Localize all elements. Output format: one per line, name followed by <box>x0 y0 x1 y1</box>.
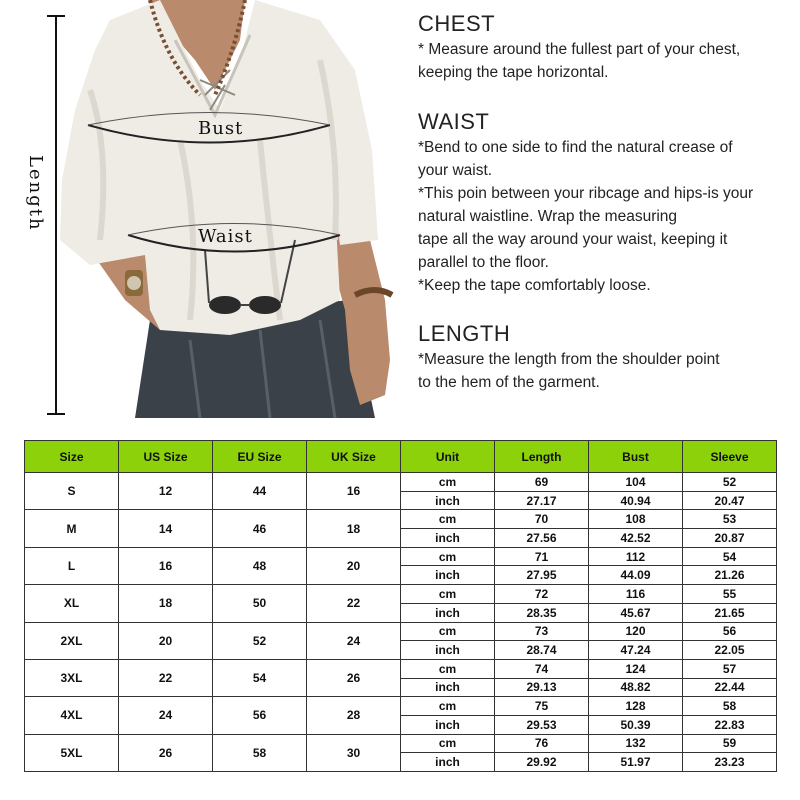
cell-bust: 112 <box>589 547 683 566</box>
waist-heading: WAIST <box>418 109 490 134</box>
cell-uk-size: 22 <box>307 585 401 622</box>
chest-text-line: keeping the tape horizontal. <box>418 64 609 81</box>
cell-uk-size: 26 <box>307 659 401 696</box>
cell-size: L <box>25 547 119 584</box>
waist-text-line: *Bend to one side to find the natural crease of <box>418 139 733 156</box>
cell-length: 28.74 <box>495 641 589 660</box>
cell-unit: cm <box>401 622 495 641</box>
chest-heading: CHEST <box>418 11 496 36</box>
cell-bust: 44.09 <box>589 566 683 585</box>
cell-eu-size: 58 <box>213 734 307 771</box>
cell-length: 70 <box>495 510 589 529</box>
cell-sleeve: 22.83 <box>683 715 777 734</box>
waist-text-line: *This poin between your ribcage and hips-is your <box>418 185 754 202</box>
cell-bust: 48.82 <box>589 678 683 697</box>
cell-eu-size: 44 <box>213 473 307 510</box>
cell-unit: cm <box>401 547 495 566</box>
cell-length: 28.35 <box>495 603 589 622</box>
table-row <box>25 473 777 492</box>
header-bust: Bust <box>589 441 683 473</box>
cell-eu-size: 46 <box>213 510 307 547</box>
cell-bust: 40.94 <box>589 491 683 510</box>
cell-unit: cm <box>401 734 495 753</box>
cell-sleeve: 22.05 <box>683 641 777 660</box>
cell-bust: 51.97 <box>589 753 683 772</box>
cell-sleeve: 21.65 <box>683 603 777 622</box>
product-photo <box>0 0 410 418</box>
cell-sleeve: 59 <box>683 734 777 753</box>
cell-sleeve: 53 <box>683 510 777 529</box>
cell-unit: inch <box>401 715 495 734</box>
cell-uk-size: 16 <box>307 473 401 510</box>
cell-eu-size: 52 <box>213 622 307 659</box>
table-row <box>25 697 777 716</box>
cell-unit: cm <box>401 510 495 529</box>
cell-unit: inch <box>401 753 495 772</box>
cell-length: 27.17 <box>495 491 589 510</box>
table-header-row <box>25 441 777 473</box>
cell-bust: 45.67 <box>589 603 683 622</box>
cell-sleeve: 57 <box>683 659 777 678</box>
cell-size: 2XL <box>25 622 119 659</box>
cell-unit: cm <box>401 585 495 604</box>
cell-bust: 104 <box>589 473 683 492</box>
cell-bust: 120 <box>589 622 683 641</box>
cell-eu-size: 54 <box>213 659 307 696</box>
cell-sleeve: 58 <box>683 697 777 716</box>
cell-length: 72 <box>495 585 589 604</box>
cell-unit: cm <box>401 473 495 492</box>
length-section <box>418 320 720 394</box>
length-tick-bottom <box>47 413 65 415</box>
cell-length: 29.92 <box>495 753 589 772</box>
cell-sleeve: 23.23 <box>683 753 777 772</box>
chest-section <box>418 10 740 84</box>
waist-label: Waist <box>198 226 253 247</box>
header-us-size: US Size <box>119 441 213 473</box>
cell-unit: inch <box>401 529 495 548</box>
cell-sleeve: 22.44 <box>683 678 777 697</box>
table-row <box>25 734 777 753</box>
cell-us-size: 14 <box>119 510 213 547</box>
length-measure-line <box>55 16 57 414</box>
model-illustration <box>0 0 410 418</box>
header-length: Length <box>495 441 589 473</box>
cell-size: 5XL <box>25 734 119 771</box>
waist-text-line: your waist. <box>418 162 493 179</box>
header-sleeve: Sleeve <box>683 441 777 473</box>
cell-eu-size: 56 <box>213 697 307 734</box>
cell-size: XL <box>25 585 119 622</box>
cell-us-size: 20 <box>119 622 213 659</box>
cell-unit: inch <box>401 491 495 510</box>
table-row <box>25 659 777 678</box>
cell-sleeve: 54 <box>683 547 777 566</box>
cell-eu-size: 48 <box>213 547 307 584</box>
waist-text-line: *Keep the tape comfortably loose. <box>418 277 651 294</box>
cell-bust: 108 <box>589 510 683 529</box>
cell-us-size: 16 <box>119 547 213 584</box>
cell-length: 27.56 <box>495 529 589 548</box>
cell-sleeve: 52 <box>683 473 777 492</box>
header-unit: Unit <box>401 441 495 473</box>
cell-uk-size: 18 <box>307 510 401 547</box>
length-text-line: to the hem of the garment. <box>418 374 600 391</box>
cell-bust: 124 <box>589 659 683 678</box>
table-row <box>25 622 777 641</box>
cell-length: 73 <box>495 622 589 641</box>
cell-bust: 116 <box>589 585 683 604</box>
table-row <box>25 510 777 529</box>
cell-us-size: 12 <box>119 473 213 510</box>
cell-length: 74 <box>495 659 589 678</box>
cell-sleeve: 21.26 <box>683 566 777 585</box>
cell-us-size: 22 <box>119 659 213 696</box>
waist-text-line: tape all the way around your waist, keeping it <box>418 231 728 248</box>
cell-size: 4XL <box>25 697 119 734</box>
cell-uk-size: 30 <box>307 734 401 771</box>
cell-length: 75 <box>495 697 589 716</box>
cell-us-size: 24 <box>119 697 213 734</box>
length-heading: LENGTH <box>418 321 511 346</box>
cell-bust: 50.39 <box>589 715 683 734</box>
cell-length: 29.13 <box>495 678 589 697</box>
cell-eu-size: 50 <box>213 585 307 622</box>
cell-length: 76 <box>495 734 589 753</box>
cell-sleeve: 56 <box>683 622 777 641</box>
header-uk-size: UK Size <box>307 441 401 473</box>
chest-text-line: * Measure around the fullest part of your chest, <box>418 41 741 58</box>
cell-uk-size: 28 <box>307 697 401 734</box>
cell-unit: inch <box>401 678 495 697</box>
cell-sleeve: 20.47 <box>683 491 777 510</box>
table-row <box>25 585 777 604</box>
header-size: Size <box>25 441 119 473</box>
cell-unit: inch <box>401 603 495 622</box>
header-eu-size: EU Size <box>213 441 307 473</box>
cell-length: 69 <box>495 473 589 492</box>
cell-sleeve: 55 <box>683 585 777 604</box>
cell-sleeve: 20.87 <box>683 529 777 548</box>
cell-unit: inch <box>401 566 495 585</box>
cell-bust: 47.24 <box>589 641 683 660</box>
cell-length: 71 <box>495 547 589 566</box>
table-row <box>25 547 777 566</box>
cell-uk-size: 20 <box>307 547 401 584</box>
cell-bust: 42.52 <box>589 529 683 548</box>
cell-bust: 128 <box>589 697 683 716</box>
cell-unit: cm <box>401 659 495 678</box>
waist-text-line: parallel to the floor. <box>418 254 549 271</box>
cell-unit: inch <box>401 641 495 660</box>
length-text-line: *Measure the length from the shoulder point <box>418 351 720 368</box>
cell-uk-size: 24 <box>307 622 401 659</box>
cell-size: S <box>25 473 119 510</box>
bust-label: Bust <box>198 118 244 139</box>
waist-text-line: natural waistline. Wrap the measuring <box>418 208 678 225</box>
cell-length: 29.53 <box>495 715 589 734</box>
cell-unit: cm <box>401 697 495 716</box>
cell-size: 3XL <box>25 659 119 696</box>
cell-bust: 132 <box>589 734 683 753</box>
cell-length: 27.95 <box>495 566 589 585</box>
cell-size: M <box>25 510 119 547</box>
size-chart-table <box>24 440 777 772</box>
waist-section <box>418 108 753 297</box>
cell-us-size: 26 <box>119 734 213 771</box>
cell-us-size: 18 <box>119 585 213 622</box>
length-label: Length <box>25 155 46 232</box>
